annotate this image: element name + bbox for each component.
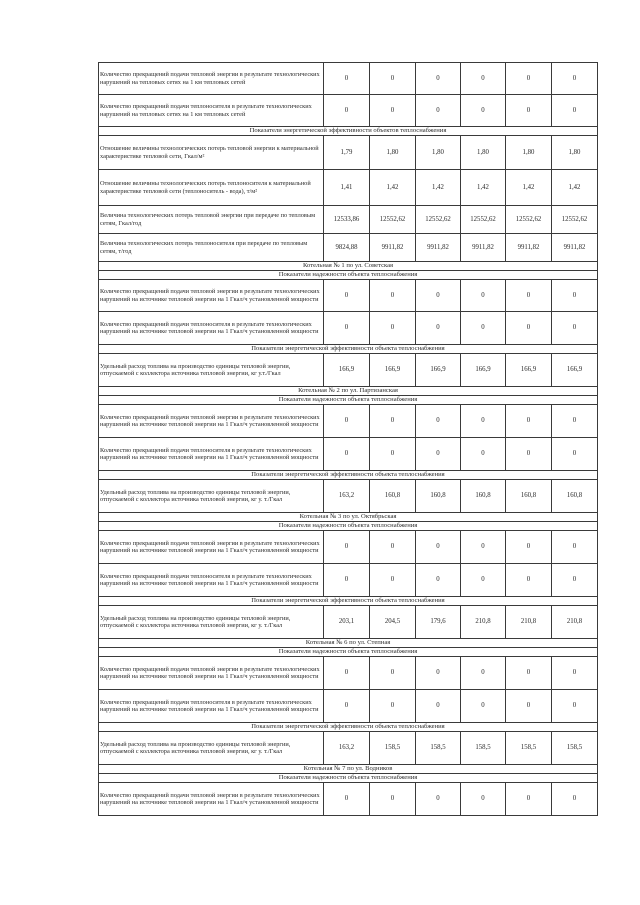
indicator-value-cell: 1,42	[506, 170, 552, 206]
indicator-value-cell: 0	[370, 95, 416, 127]
indicator-value-cell: 0	[506, 405, 552, 438]
indicator-value-cell: 0	[552, 657, 598, 690]
indicator-value-cell: 0	[461, 95, 506, 127]
indicator-value-cell: 163,2	[324, 732, 370, 765]
indicator-value-cell: 210,8	[506, 606, 552, 639]
section-header-row	[99, 774, 598, 783]
indicator-value-cell: 0	[370, 405, 416, 438]
indicator-value-cell: 0	[324, 95, 370, 127]
indicator-value-cell: 1,42	[461, 170, 506, 206]
table-row	[99, 657, 598, 690]
section-title: Показатели энергетической эффективности объекта теплоснабжения	[99, 597, 598, 606]
indicator-value-cell: 158,5	[506, 732, 552, 765]
section-header-row	[99, 765, 598, 774]
indicator-value-cell: 1,42	[552, 170, 598, 206]
table-row	[99, 732, 598, 765]
indicator-value-cell: 160,8	[461, 480, 506, 513]
indicator-label: Количество прекращений подачи тепловой энергии в результате технологических нарушений на источнике тепловой энергии на 1 Гкал/ч установленной мощности	[99, 280, 324, 312]
indicator-value-cell: 0	[552, 280, 598, 312]
indicator-value-cell: 166,9	[416, 354, 461, 387]
section-header-row	[99, 396, 598, 405]
indicator-label: Количество прекращений подачи теплоносителя в результате технологических нарушений на источнике тепловой энергии на 1 Гкал/ч установленной мощности	[99, 312, 324, 345]
indicator-value-cell: 0	[552, 531, 598, 564]
indicator-value-cell: 9911,82	[506, 234, 552, 262]
indicator-label: Величина технологических потерь тепловой энергии при передаче по тепловым сетям, Гкал/год	[99, 206, 324, 234]
indicator-value-cell: 0	[416, 280, 461, 312]
section-header-row	[99, 471, 598, 480]
section-title: Котельная № 2 по ул. Партизанская	[99, 387, 598, 396]
indicator-label: Отношение величины технологических потерь тепловой энергии к материальной характеристике тепловой сети, Гкал/м²	[99, 136, 324, 170]
indicator-value-cell: 1,79	[324, 136, 370, 170]
indicator-label: Удельный расход топлива на производство единицы тепловой энергии, отпускаемой с коллектора источника тепловой энергии, кг у. т./Гкал	[99, 480, 324, 513]
indicator-value-cell: 9911,82	[461, 234, 506, 262]
indicator-value-cell: 12552,62	[461, 206, 506, 234]
section-title: Показатели энергетической эффективности объекта теплоснабжения	[99, 471, 598, 480]
indicator-value-cell: 9911,82	[416, 234, 461, 262]
section-header-row	[99, 271, 598, 280]
indicator-value-cell: 0	[324, 783, 370, 816]
indicator-value-cell: 166,9	[506, 354, 552, 387]
table-row	[99, 531, 598, 564]
indicator-value-cell: 0	[416, 783, 461, 816]
indicator-value-cell: 12533,86	[324, 206, 370, 234]
indicator-value-cell: 0	[370, 657, 416, 690]
indicator-value-cell: 0	[416, 63, 461, 95]
indicator-value-cell: 0	[416, 531, 461, 564]
section-title: Котельная № 7 по ул. Водников	[99, 765, 598, 774]
indicator-value-cell: 0	[552, 783, 598, 816]
table-row	[99, 95, 598, 127]
indicator-value-cell: 166,9	[461, 354, 506, 387]
indicator-value-cell: 0	[370, 690, 416, 723]
section-header-row	[99, 522, 598, 531]
indicator-value-cell: 0	[552, 564, 598, 597]
indicator-label: Количество прекращений подачи тепловой энергии в результате технологических нарушений на тепловых сетях на 1 км тепловых сетей	[99, 63, 324, 95]
indicator-value-cell: 0	[552, 63, 598, 95]
section-title: Показатели надежности объекта теплоснабжения	[99, 774, 598, 783]
indicator-value-cell: 0	[552, 690, 598, 723]
indicator-value-cell: 0	[370, 531, 416, 564]
table-row	[99, 312, 598, 345]
table-row	[99, 234, 598, 262]
table-body	[99, 63, 598, 816]
indicator-value-cell: 0	[506, 312, 552, 345]
indicator-value-cell: 0	[506, 690, 552, 723]
section-header-row	[99, 387, 598, 396]
indicator-value-cell: 0	[461, 63, 506, 95]
section-title: Котельная № 3 по ул. Октябрьская	[99, 513, 598, 522]
indicator-value-cell: 0	[324, 63, 370, 95]
table-row	[99, 136, 598, 170]
table-row	[99, 783, 598, 816]
indicator-value-cell: 0	[324, 438, 370, 471]
indicator-label: Количество прекращений подачи тепловой энергии в результате технологических нарушений на источнике тепловой энергии на 1 Гкал/ч установленной мощности	[99, 531, 324, 564]
indicator-value-cell: 160,8	[552, 480, 598, 513]
indicator-value-cell: 163,2	[324, 480, 370, 513]
indicator-label: Удельный расход топлива на производство единицы тепловой энергии, отпускаемой с коллектора источника тепловой энергии, кг у. т./Гкал	[99, 606, 324, 639]
indicator-value-cell: 1,80	[370, 136, 416, 170]
indicator-label: Количество прекращений подачи тепловой энергии в результате технологических нарушений на источнике тепловой энергии на 1 Гкал/ч установленной мощности	[99, 405, 324, 438]
section-title: Котельная № 1 по ул. Советская	[99, 262, 598, 271]
section-header-row	[99, 723, 598, 732]
indicator-value-cell: 0	[324, 564, 370, 597]
section-header-row	[99, 127, 598, 136]
indicator-value-cell: 0	[324, 312, 370, 345]
indicator-value-cell: 12552,62	[552, 206, 598, 234]
indicator-value-cell: 0	[461, 405, 506, 438]
table-row	[99, 63, 598, 95]
section-title: Показатели энергетической эффективности объектов теплоснабжения	[99, 127, 598, 136]
indicator-value-cell: 1,80	[416, 136, 461, 170]
section-header-row	[99, 345, 598, 354]
indicator-value-cell: 9824,88	[324, 234, 370, 262]
indicator-value-cell: 0	[506, 564, 552, 597]
indicator-value-cell: 0	[506, 95, 552, 127]
indicator-value-cell: 158,5	[370, 732, 416, 765]
section-header-row	[99, 513, 598, 522]
indicator-value-cell: 160,8	[506, 480, 552, 513]
indicator-value-cell: 0	[370, 783, 416, 816]
table-row	[99, 170, 598, 206]
section-header-row	[99, 597, 598, 606]
indicator-value-cell: 0	[416, 438, 461, 471]
indicator-value-cell: 210,8	[552, 606, 598, 639]
indicator-value-cell: 166,9	[552, 354, 598, 387]
indicator-value-cell: 0	[506, 657, 552, 690]
indicator-value-cell: 0	[461, 690, 506, 723]
indicator-value-cell: 0	[461, 280, 506, 312]
indicator-label: Количество прекращений подачи тепловой энергии в результате технологических нарушений на источнике тепловой энергии на 1 Гкал/ч установленной мощности	[99, 657, 324, 690]
section-title: Показатели надежности объекта теплоснабжения	[99, 522, 598, 531]
indicator-label: Количество прекращений подачи теплоносителя в результате технологических нарушений на тепловых сетях на 1 км тепловых сетей	[99, 95, 324, 127]
indicator-value-cell: 1,80	[461, 136, 506, 170]
indicator-value-cell: 0	[416, 657, 461, 690]
section-header-row	[99, 648, 598, 657]
indicator-value-cell: 0	[506, 280, 552, 312]
indicator-value-cell: 0	[416, 690, 461, 723]
table-row	[99, 405, 598, 438]
indicator-value-cell: 0	[324, 405, 370, 438]
indicator-label: Количество прекращений подачи теплоносителя в результате технологических нарушений на источнике тепловой энергии на 1 Гкал/ч установленной мощности	[99, 690, 324, 723]
indicator-value-cell: 204,5	[370, 606, 416, 639]
indicator-value-cell: 0	[370, 564, 416, 597]
indicator-value-cell: 0	[416, 95, 461, 127]
section-title: Показатели энергетической эффективности объекта теплоснабжения	[99, 345, 598, 354]
indicator-value-cell: 9911,82	[552, 234, 598, 262]
indicator-value-cell: 0	[552, 405, 598, 438]
section-title: Показатели энергетической эффективности объекта теплоснабжения	[99, 723, 598, 732]
table-row	[99, 564, 598, 597]
indicator-label: Количество прекращений подачи теплоносителя в результате технологических нарушений на источнике тепловой энергии на 1 Гкал/ч установленной мощности	[99, 438, 324, 471]
indicator-label: Отношение величины технологических потерь теплоносителя к материальной характеристике тепловой сети (теплоноситель - вода), т/м²	[99, 170, 324, 206]
section-header-row	[99, 639, 598, 648]
indicators-table	[98, 62, 598, 816]
indicator-value-cell: 0	[506, 63, 552, 95]
indicator-value-cell: 210,8	[461, 606, 506, 639]
indicator-value-cell: 0	[506, 531, 552, 564]
table-row	[99, 280, 598, 312]
indicator-value-cell: 1,80	[506, 136, 552, 170]
table-row	[99, 354, 598, 387]
indicator-value-cell: 12552,62	[416, 206, 461, 234]
indicator-value-cell: 0	[461, 531, 506, 564]
indicator-value-cell: 158,5	[552, 732, 598, 765]
indicator-value-cell: 9911,82	[370, 234, 416, 262]
table-row	[99, 438, 598, 471]
indicator-value-cell: 0	[552, 95, 598, 127]
indicator-value-cell: 179,6	[416, 606, 461, 639]
indicator-value-cell: 0	[324, 280, 370, 312]
indicator-label: Удельный расход топлива на производство единицы тепловой энергии, отпускаемой с коллектора источника тепловой энергии, кг у.т./Гкал	[99, 354, 324, 387]
section-title: Котельная № 6 по ул. Степная	[99, 639, 598, 648]
indicator-value-cell: 0	[324, 690, 370, 723]
indicator-value-cell: 0	[461, 312, 506, 345]
indicator-value-cell: 0	[461, 438, 506, 471]
indicator-value-cell: 0	[552, 438, 598, 471]
indicator-value-cell: 160,8	[370, 480, 416, 513]
indicator-value-cell: 0	[506, 783, 552, 816]
indicator-value-cell: 0	[324, 657, 370, 690]
indicator-value-cell: 158,5	[461, 732, 506, 765]
indicator-value-cell: 0	[416, 405, 461, 438]
indicator-value-cell: 0	[506, 438, 552, 471]
section-title: Показатели надежности объекта теплоснабжения	[99, 271, 598, 280]
indicator-value-cell: 1,80	[552, 136, 598, 170]
indicator-value-cell: 0	[461, 783, 506, 816]
indicator-value-cell: 12552,62	[370, 206, 416, 234]
table-row	[99, 606, 598, 639]
indicator-value-cell: 0	[461, 657, 506, 690]
table-row	[99, 480, 598, 513]
indicator-value-cell: 0	[370, 438, 416, 471]
indicator-value-cell: 0	[461, 564, 506, 597]
indicator-value-cell: 0	[370, 280, 416, 312]
indicator-value-cell: 0	[552, 312, 598, 345]
section-title: Показатели надежности объекта теплоснабжения	[99, 396, 598, 405]
section-header-row	[99, 262, 598, 271]
indicator-value-cell: 1,42	[370, 170, 416, 206]
indicator-value-cell: 12552,62	[506, 206, 552, 234]
indicator-label: Удельный расход топлива на производство единицы тепловой энергии, отпускаемой с коллектора источника тепловой энергии, кг у. т./Гкал	[99, 732, 324, 765]
indicator-label: Количество прекращений подачи теплоносителя в результате технологических нарушений на источнике тепловой энергии на 1 Гкал/ч установленной мощности	[99, 564, 324, 597]
indicator-label: Количество прекращений подачи тепловой энергии в результате технологических нарушений на источнике тепловой энергии на 1 Гкал/ч установленной мощности	[99, 783, 324, 816]
table-row	[99, 206, 598, 234]
indicator-value-cell: 160,8	[416, 480, 461, 513]
indicator-value-cell: 1,41	[324, 170, 370, 206]
indicator-value-cell: 166,9	[324, 354, 370, 387]
indicator-value-cell: 203,1	[324, 606, 370, 639]
indicator-value-cell: 0	[370, 63, 416, 95]
indicator-value-cell: 166,9	[370, 354, 416, 387]
indicator-value-cell: 0	[416, 564, 461, 597]
indicator-value-cell: 158,5	[416, 732, 461, 765]
indicator-value-cell: 0	[370, 312, 416, 345]
indicator-value-cell: 0	[324, 531, 370, 564]
table-row	[99, 690, 598, 723]
section-title: Показатели надежности объекта теплоснабжения	[99, 648, 598, 657]
indicator-label: Величина технологических потерь теплоносителя при передаче по тепловым сетям, т/год	[99, 234, 324, 262]
indicator-value-cell: 0	[416, 312, 461, 345]
indicator-value-cell: 1,42	[416, 170, 461, 206]
